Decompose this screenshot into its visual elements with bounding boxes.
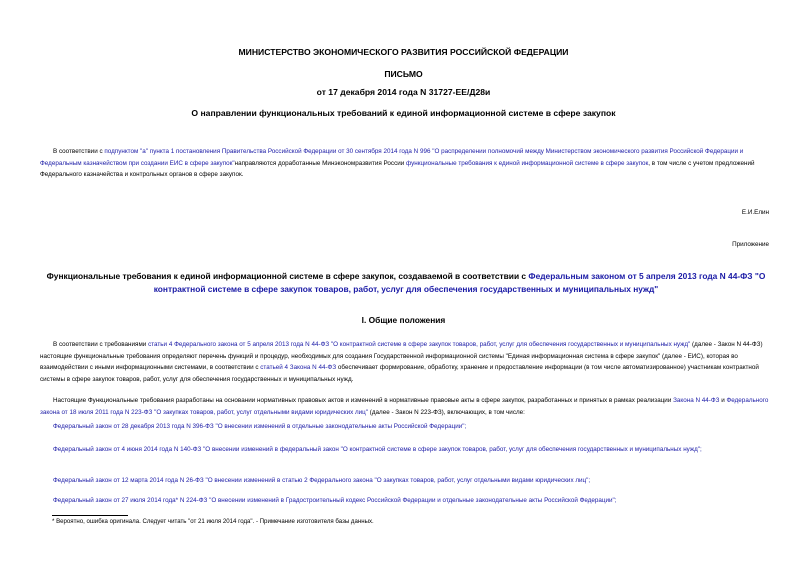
para3-text-2: и	[719, 397, 727, 404]
signer-name: Е.И.Елин	[741, 209, 769, 216]
footnote-divider	[52, 515, 128, 516]
para2-link-article4[interactable]: статьи 4 Федерального закона от 5 апреля 2013 года N 44-ФЗ "О контрактной системе в сфере закупок товаров, работ, услуг для обеспечения государственных и муниципальных нужд"	[148, 341, 691, 348]
intro-text-2: направляются доработанные Минэкономразвития России	[234, 159, 407, 167]
intro-text-3: , в том числе с учетом предложений Федерального казначейства и контрольных органов в сфере закупок.	[40, 159, 755, 178]
document-type: ПИСЬМО	[384, 69, 423, 79]
law-link-140fz[interactable]: Федеральный закон от 4 июня 2014 года N 140-ФЗ "О внесении изменений в федеральный закон "О контрактной системе в сфере закупок товаров, работ, услуг для обеспечения государственных и муниципальных нужд";	[53, 446, 702, 453]
document-date-number: от 17 декабря 2014 года N 31727-ЕЕ/Д28и	[316, 87, 491, 97]
para3-link-44fz[interactable]: Закона N 44-ФЗ	[673, 397, 720, 404]
para3-text-3: (далее - Закон N 223-ФЗ), включающих, в том числе:	[368, 408, 525, 416]
para2-text-3: обеспечивает формирование, обработку, хранение и предоставление информации (в том числе автоматизированное) участникам контрактной системы в сфере закупок товаров, работ, услуг для обеспечения государственных и муниципальных нужд.	[40, 364, 759, 383]
para2-text-2: (далее - Закон N 44-ФЗ) настоящие функциональные требования определяют перечень функций и процедур, необходимых для создания Государственной информационной системы "Единая информационная система в сфере закупок" (далее - ЕИС), которая во взаимодействии с иными информационными системами, в соответствии с	[40, 341, 763, 371]
intro-link-decree[interactable]: подпунктом "а" пункта 1 постановления Правительства Российской Федерации от 30 сентября 2014 года N 996 "О распределении полномочий между Министерством экономического развития Российской Федерации и Федеральным казначейством при создании ЕИС в сфере закупок"	[40, 148, 744, 167]
basis-paragraph	[40, 395, 772, 418]
general-provisions-paragraph	[40, 339, 772, 385]
para3-text-1: Настоящие Функциональные требования разработаны на основании нормативных правовых актов и изменений в нормативные правовые акты в сфере закупок, разработанных и принятых в рамках реализации	[53, 397, 674, 404]
footnote: * Вероятно, ошибка оригинала. Следует читать "от 21 июля 2014 года". - Примечание изготовителя базы данных.	[52, 518, 374, 525]
law-link-26fz[interactable]: Федеральный закон от 12 марта 2014 года N 26-ФЗ "О внесении изменений в статью 2 Федерального закона "О закупках товаров, работ, услуг отдельными видами юридических лиц";	[53, 477, 591, 484]
para3-link-223fz[interactable]: Федерального закона от 18 июля 2011 года N 223-ФЗ "О закупках товаров, работ, услуг отдельными видами юридических лиц"	[40, 397, 769, 416]
appendix-label: Приложение	[732, 241, 769, 248]
para2-text-1: В соответствии с требованиями	[53, 341, 149, 348]
requirements-title-text: Функциональные требования к единой информационной системе в сфере закупок, создаваемой в соответствии с	[46, 271, 529, 281]
intro-paragraph	[40, 146, 772, 181]
ministry-heading: МИНИСТЕРСТВО ЭКОНОМИЧЕСКОГО РАЗВИТИЯ РОССИЙСКОЙ ФЕДЕРАЦИИ	[238, 47, 569, 57]
intro-text-1: В соответствии с	[53, 148, 105, 155]
requirements-title	[40, 270, 772, 296]
section-heading: I. Общие положения	[361, 315, 446, 325]
intro-link-requirements[interactable]: функциональные требования к единой информационной системе в сфере закупок	[406, 159, 649, 167]
law-link-224fz[interactable]: Федеральный закон от 27 июля 2014 года* N 224-ФЗ "О внесении изменений в Градостроительный кодекс Российской Федерации и отдельные законодательные акты Российской Федерации";	[53, 497, 617, 504]
law-link-396fz[interactable]: Федеральный закон от 28 декабря 2013 года N 396-ФЗ "О внесении изменений в отдельные законодательные акты Российской Федерации";	[53, 423, 467, 430]
document-subject: О направлении функциональных требований к единой информационной системе в сфере закупок	[191, 108, 616, 118]
para2-link-article4-short[interactable]: статьей 4 Закона N 44-ФЗ	[260, 364, 337, 371]
requirements-title-law-link[interactable]: Федеральным законом от 5 апреля 2013 года N 44-ФЗ "О контрактной системе в сфере закупок товаров, работ, услуг для обеспечения государственных и муниципальных нужд"	[153, 271, 766, 294]
